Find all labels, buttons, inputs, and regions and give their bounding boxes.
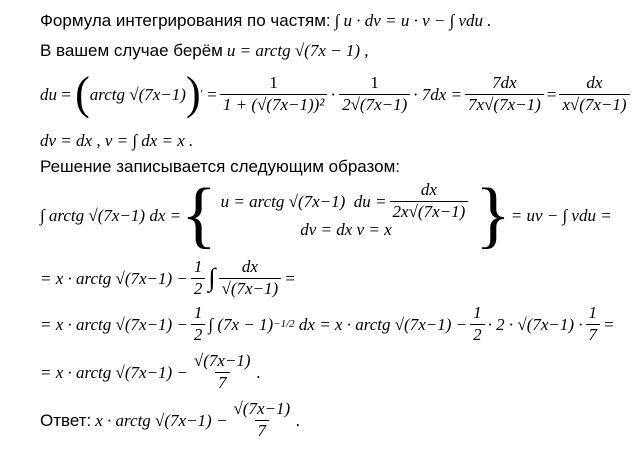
line-4-formula: dv = dx , v = ∫ dx = x . bbox=[40, 131, 194, 150]
system-du: du = bbox=[353, 191, 387, 211]
fraction-3-den: 7x√(7x−1) bbox=[465, 94, 544, 115]
mul-7dx: · 7dx = bbox=[413, 84, 463, 104]
line-7-pre: = x · arctg √(7x−1) − bbox=[40, 268, 188, 288]
line-8-body: ∫ (7x − 1) bbox=[208, 314, 274, 334]
line-7-integral: ∫ bbox=[208, 263, 216, 292]
du-symbol: du bbox=[40, 84, 57, 104]
line-8-mid: dx = x · arctg √(7x−1) − bbox=[298, 314, 468, 334]
line-2 bbox=[40, 42, 369, 60]
line-5-text: Решение записывается следующим образом: bbox=[40, 157, 401, 176]
line-6-rhs: = uv − ∫ vdu = bbox=[510, 205, 612, 225]
line-8-exp: −1/2 bbox=[273, 317, 295, 330]
line-2-text: В вашем случае берём bbox=[40, 41, 223, 60]
left-brace: { bbox=[181, 174, 217, 256]
system-u: u = arctg √(7x−1) bbox=[220, 191, 346, 211]
line-6 bbox=[40, 174, 612, 256]
fraction-4-num: dx bbox=[586, 72, 603, 92]
line-8-half2-den: 2 bbox=[470, 324, 485, 345]
line-8-half2-num: 1 bbox=[473, 302, 482, 322]
answer-label: Ответ: bbox=[40, 410, 92, 430]
line-1 bbox=[40, 12, 492, 30]
fraction-1-den: 1 + (√(7x−1))² bbox=[220, 94, 328, 115]
fraction-2-den: 2√(7x−1) bbox=[339, 94, 410, 115]
line-9-pre: = x · arctg √(7x−1) − bbox=[40, 362, 188, 382]
line-8-half2 bbox=[470, 304, 485, 344]
fraction-4 bbox=[559, 74, 629, 114]
line-8-pre: = x · arctg √(7x−1) − bbox=[40, 314, 188, 334]
fraction-3 bbox=[465, 74, 544, 114]
fraction-2 bbox=[339, 74, 410, 114]
line-6-lhs: ∫ arctg √(7x−1) dx = bbox=[40, 205, 182, 225]
answer-frac-num: √(7x−1) bbox=[233, 398, 291, 418]
line-9 bbox=[40, 350, 261, 394]
line-7-frac-num: dx bbox=[241, 256, 258, 276]
line-8-seventh-num: 1 bbox=[588, 302, 598, 322]
system-row-2 bbox=[221, 215, 472, 243]
line-8-post: = bbox=[603, 314, 615, 334]
line-7-half-den: 2 bbox=[191, 278, 206, 299]
line-7-post: = bbox=[284, 268, 296, 288]
answer-frac-den: 7 bbox=[255, 420, 270, 441]
system-du-num: dx bbox=[420, 179, 437, 199]
line-8-half-den: 2 bbox=[191, 324, 206, 345]
fraction-2-num: 1 bbox=[370, 72, 379, 92]
system-dv: dv = dx v = x bbox=[300, 219, 392, 239]
paren-close: ) bbox=[185, 67, 201, 120]
fraction-3-num: 7dx bbox=[492, 72, 517, 92]
line-1-text: Формула интегрирования по частям: bbox=[40, 11, 331, 30]
line-7-frac bbox=[219, 258, 282, 298]
line-9-post: . bbox=[256, 362, 261, 382]
line-2-formula: u = arctg √(7x − 1) , bbox=[226, 41, 369, 60]
line-8-seventh bbox=[586, 304, 601, 344]
answer-line bbox=[40, 396, 300, 444]
line-9-frac bbox=[191, 352, 254, 392]
system-row-1 bbox=[220, 179, 472, 221]
line-7-frac-den: √(7x−1) bbox=[219, 278, 282, 299]
line-1-formula: ∫ u · dv = u · v − ∫ vdu . bbox=[334, 11, 492, 30]
fraction-1-num: 1 bbox=[269, 72, 278, 92]
line-8-half bbox=[191, 304, 206, 344]
system-du-den: 2x√(7x−1) bbox=[390, 201, 469, 222]
substitution-system bbox=[220, 179, 472, 243]
fraction-1 bbox=[220, 74, 328, 114]
answer-post: . bbox=[296, 410, 301, 430]
fraction-4-den: x√(7x−1) bbox=[559, 94, 629, 115]
line-7 bbox=[40, 256, 296, 300]
line-5 bbox=[40, 158, 400, 175]
line-8-mid2: · 2 · √(7x−1) · bbox=[487, 314, 583, 334]
paren-open: ( bbox=[75, 67, 90, 120]
line-8-seventh-den: 7 bbox=[586, 324, 601, 345]
answer-pre: x · arctg √(7x−1) − bbox=[95, 410, 228, 430]
derivative-argument: arctg √(7x−1) bbox=[89, 84, 186, 104]
line-4 bbox=[40, 132, 193, 149]
answer-frac bbox=[230, 400, 293, 440]
line-3: du = ( arctg √(7x−1) ) ′ = $\frac{1}{\text{1 + (√(7x−1))²}}$ · $\frac{1}{2√(7x-1)}$ · 7dx = $\frac{7dx}{7x√(7x-1)}$ = $\frac{dx}{x√(7x-1)}$ bbox=[40, 68, 633, 120]
line-9-frac-num: √(7x−1) bbox=[193, 350, 251, 370]
line-9-frac-den: 7 bbox=[215, 372, 230, 393]
line-7-half-num: 1 bbox=[193, 256, 203, 276]
line-8-half-num: 1 bbox=[193, 302, 203, 322]
line-8 bbox=[40, 302, 615, 346]
right-brace: } bbox=[475, 174, 511, 256]
line-7-half bbox=[191, 258, 206, 298]
